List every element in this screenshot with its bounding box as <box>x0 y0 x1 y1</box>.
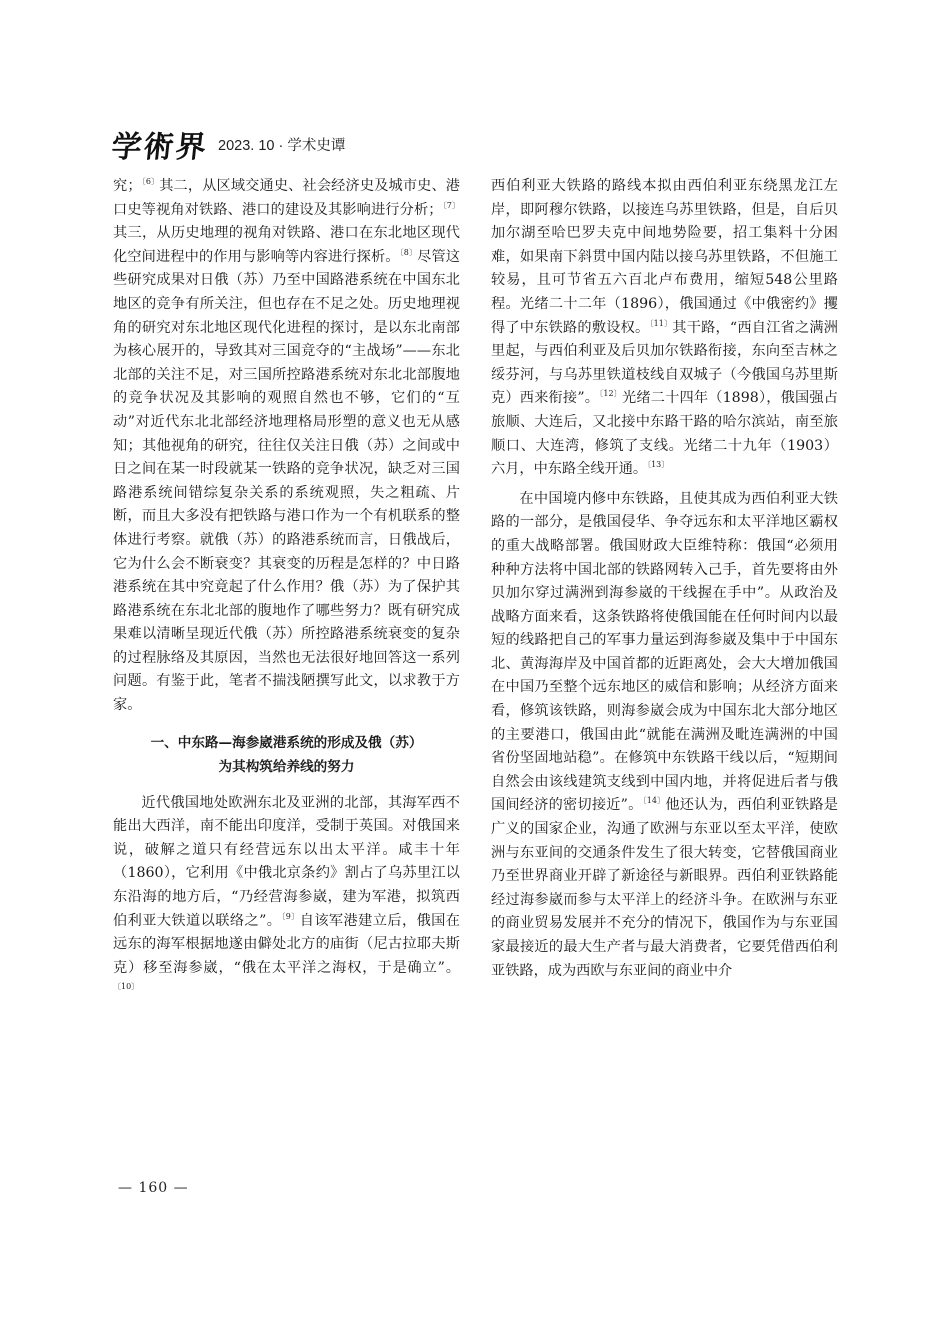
citation-ref: 〔8〕 <box>399 247 418 257</box>
citation-ref: 〔6〕 <box>141 177 160 186</box>
paragraph <box>491 175 838 482</box>
citation-ref: 〔11〕 <box>649 318 673 328</box>
journal-logo: 学術界 <box>109 130 210 165</box>
text-run: 他还认为，西伯利亚铁路是广义的国家企业，沟通了欧洲与东亚以至太平洋，使欧洲与东亚间的交通条件发生了很大转变，它替俄国商业乃至世界商业开辟了新途径与新眼界。西伯利亚铁路能经过海参崴而参与太平洋上的经济斗争。在欧洲与东亚的商业贸易发展并不充分的情况下，俄国作为与东亚国家最接近的最大生产者与最大消费者，它要凭借西伯利亚铁路，成为西欧与东亚间的商业中介 <box>491 797 838 979</box>
text-run: 西伯利亚大铁路的路线本拟由西伯利亚东绕黑龙江左岸，即阿穆尔铁路，以接连乌苏里铁路，但是，自后贝加尔湖至哈巴罗夫克中间地势险要，招工集料十分困难，如果南下斜贯中国内陆以接乌苏里铁路，不但施工较易，且可节省五六百北卢布费用，缩短548公里路程。光绪二十二年（1896），俄国通过《中俄密约》攫得了中东铁路的敷设权。 <box>491 178 838 336</box>
text-run: 自该军港建立后，俄国在远东的海军根据地遂由僻处北方的庙街（尼古拉耶夫斯克）移至海参崴，“俄在太平洋之海权，于是确立”。 <box>113 912 460 976</box>
section-heading <box>113 731 460 779</box>
citation-ref: 〔10〕 <box>113 982 140 992</box>
text-run: 其二，从区域交通史、社会经济史及城市史、港口史等视角对铁路、港口的建设及其影响进行分析； <box>113 178 460 218</box>
paragraph <box>113 792 460 1004</box>
section-heading-line: 为其构筑给养线的努力 <box>218 758 355 775</box>
section-heading-line: 一、中东路—海参崴港系统的形成及俄（苏） <box>150 734 423 751</box>
citation-ref: 〔9〕 <box>281 911 300 921</box>
text-run: 在中国境内修中东铁路，且使其成为西伯利亚大铁路的一部分，是俄国侵华、争夺远东和太平洋地区霸权的重大战略部署。俄国财政大臣维特称：俄国“必须用种种方法将中国北部的铁路网转入己手，首先要将由外贝加尔穿过满洲到海参崴的干线握在手中”。从政治及战略方面来看，这条铁路将使俄国能在任何时间内以最短的线路把自己的军事力量运到海参崴及集中于中国东北、黄海海岸及中国首都的近距离处，会大大增加俄国在中国乃至整个远东地区的威信和影响；从经济方面来看，修筑该铁路，则海参崴会成为中国东北大部分地区的主要港口，俄国由此“就能在满洲及毗连满洲的中国省份坚固地站稳”。在修筑中东铁路干线以后，“短期间自然会由该线建筑支线到中国内地，并将促进后者与俄国间经济的密切接近”。 <box>491 490 838 814</box>
paragraph <box>491 488 838 983</box>
text-run: 光绪二十四年（1898），俄国强占旅顺、大连后，又北接中东路干路的哈尔滨站，南至旅顺口、大连湾，修筑了支线。光绪二十九年（1903）六月，中东路全线开通。 <box>491 390 838 478</box>
citation-ref: 〔12〕 <box>599 389 622 399</box>
citation-ref: 〔13〕 <box>647 460 670 470</box>
issue-label: 2023. 10 · 学术史谭 <box>218 138 346 154</box>
text-run: 近代俄国地处欧洲东北及亚洲的北部，其海军西不能出大西洋，南不能出印度洋，受制于英国。对俄国来说，破解之道只有经营远东以出太平洋。咸丰十年（1860），它利用《中俄北京条约》割占了乌苏里江以东沿海的地方后，“乃经营海参崴，建为军港，拟筑西伯利亚大铁道以联络之”。 <box>113 794 460 929</box>
page-number: — 160 — <box>118 1180 189 1196</box>
right-column <box>491 175 838 983</box>
text-run: 究； <box>113 178 142 194</box>
text-run: 其干路，“西自江省之满洲里起，与西伯利亚及后贝加尔铁路衔接，东向至吉林之绥芬河，与乌苏里铁道枝线自双城子（今俄国乌苏里斯克）西来衔接”。 <box>491 319 838 407</box>
citation-ref: 〔7〕 <box>442 200 460 210</box>
citation-ref: 〔14〕 <box>642 796 666 806</box>
paragraph <box>113 175 460 718</box>
text-run: 尽管这些研究成果对日俄（苏）乃至中国路港系统在中国东北地区的竞争有所关注，但也存在不足之处。历史地理视角的研究对东北地区现代化进程的探讨，是以东北南部为核心展开的，导致其对三国竞夺的“主战场”——东北北部的关注不足，对三国所控路港系统对东北北部腹地的竞争状况及其影响的观照自然也不够，它们的“互动”对近代东北北部经济地理格局形塑的意义也无从感知；其他视角的研究，往往仅关注日俄（苏）之间或中日之间在某一时段就某一铁路的竞争状况，缺乏对三国路港系统间错综复杂关系的系统观照，失之粗疏、片断，而且大多没有把铁路与港口作为一个有机联系的整体进行考察。就俄（苏）的路港系统而言，日俄战后，它为什么会不断衰变？其衰变的历程是怎样的？中日路港系统在其中究竟起了什么作用？俄（苏）为了保护其路港系统在东北北部的腹地作了哪些努力？既有研究成果难以清晰呈现近代俄（苏）所控路港系统衰变的复杂的过程脉络及其原因，当然也无法很好地回答这一系列问题。有鉴于此，笔者不揣浅陋撰写此文，以求教于方家。 <box>113 248 460 714</box>
text-run: 其三，从历史地理的视角对铁路、港口在东北地区现代化空间进程中的作用与影响等内容进行探析。 <box>113 225 460 265</box>
left-column <box>113 175 460 1004</box>
page-header <box>109 122 472 165</box>
